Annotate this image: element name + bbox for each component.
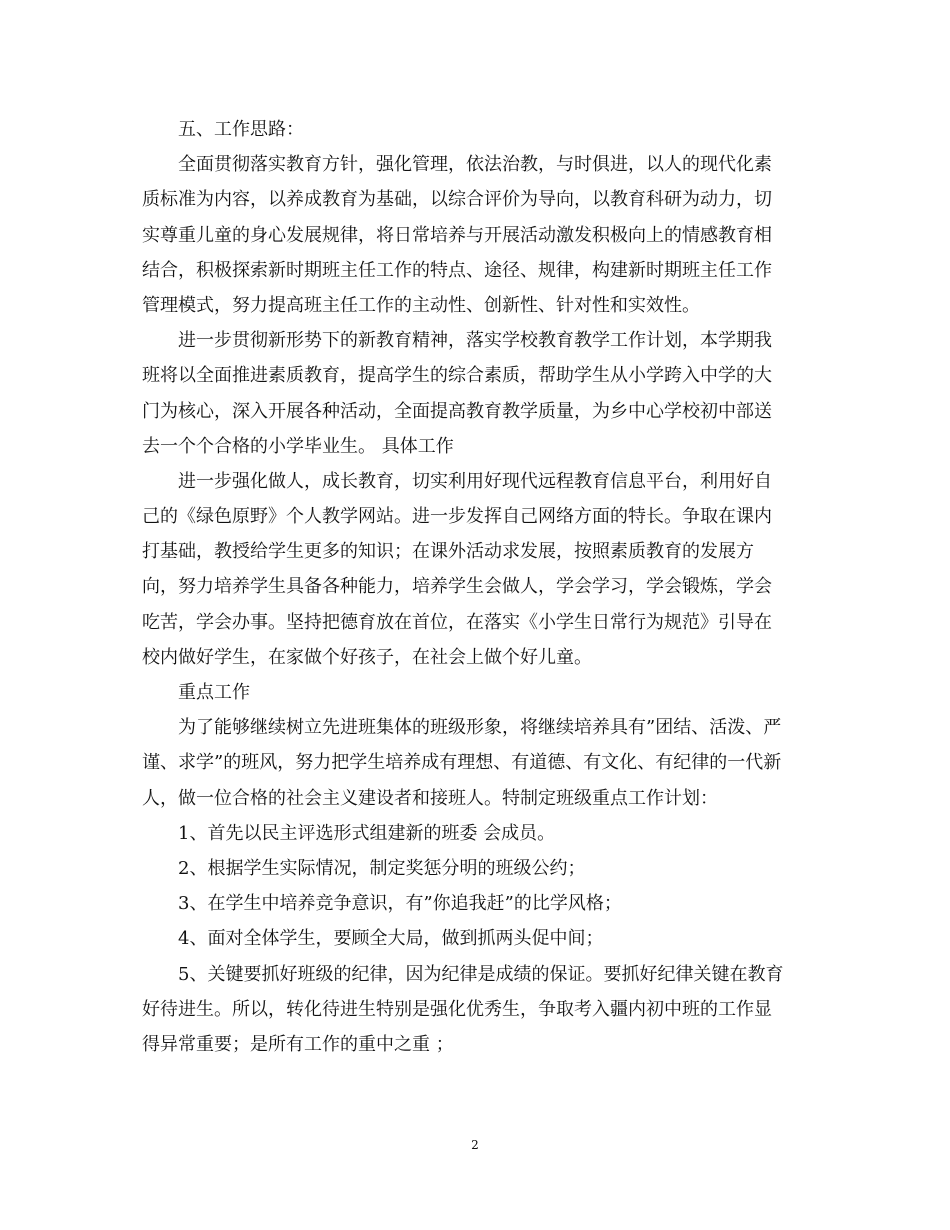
text-line: 谨、求学”的班风，努力把学生培养成有理想、有道德、有文化、有纪律的一代新: [142, 752, 782, 774]
text-line: 好待进生。所以，转化待进生特别是强化优秀生，争取考入疆内初中班的工作显: [142, 998, 772, 1020]
list-item: 3、在学生中培养竞争意识，有”你追我赶”的比学风格；: [142, 893, 622, 915]
text-line: 进一步贯彻新形势下的新教育精神，落实学校教育教学工作计划，本学期我: [142, 330, 772, 352]
page-number: 2: [471, 1138, 479, 1152]
text-line: 人，做一位合格的社会主义建设者和接班人。特制定班级重点工作计划：: [142, 787, 718, 809]
text-line: 吃苦，学会办事。坚持把德育放在首位，在落实《小学生日常行为规范》引导在: [142, 611, 772, 633]
text-line: 己的《绿色原野》个人教学网站。进一步发挥自己网络方面的特长。争取在课内: [142, 506, 772, 528]
text-line: 校内做好学生，在家做个好孩子，在社会上做个好儿童。: [142, 646, 592, 668]
text-line: 打基础，教授给学生更多的知识；在课外活动求发展，按照素质教育的发展方: [142, 541, 754, 563]
section-heading-key-work: 重点工作: [142, 682, 250, 703]
list-item: 4、面对全体学生，要顾全大局，做到抓两头促中间；: [142, 928, 604, 950]
document-body: [142, 112, 812, 1062]
text-line: 进一步强化做人，成长教育，切实利用好现代远程教育信息平台，利用好自: [142, 470, 772, 492]
text-line: 实尊重儿童的身心发展规律，将日常培养与开展活动激发积极向上的情感教育相: [142, 224, 772, 246]
section-heading-work-approach: 五、工作思路：: [142, 119, 304, 140]
text-block: [142, 112, 812, 1062]
list-item: 1、首先以民主评选形式组建新的班委 会成员。: [142, 822, 556, 844]
list-item: 5、关键要抓好班级的纪律，因为纪律是成绩的保证。要抓好纪律关键在教育: [142, 963, 784, 985]
text-line: 班将以全面推进素质教育，提高学生的综合素质，帮助学生从小学跨入中学的大: [142, 365, 772, 387]
text-line: 门为核心，深入开展各种活动，全面提高教育教学质量，为乡中心学校初中部送: [142, 400, 772, 422]
text-line: 管理模式，努力提高班主任工作的主动性、创新性、针对性和实效性。: [142, 294, 700, 316]
text-line: 得异常重要；是所有工作的重中之重 ；: [142, 1033, 454, 1055]
text-line: 全面贯彻落实教育方针，强化管理，依法治教，与时俱进，以人的现代化素: [142, 154, 772, 176]
text-line: 去一个个合格的小学毕业生。 具体工作: [142, 435, 454, 457]
list-item: 2、根据学生实际情况，制定奖惩分明的班级公约；: [142, 857, 586, 879]
text-line: 为了能够继续树立先进班集体的班级形象，将继续培养具有”团结、活泼、严: [142, 717, 782, 739]
text-line: 结合，积极探索新时期班主任工作的特点、途径、规律，构建新时期班主任工作: [142, 259, 772, 281]
text-line: 向，努力培养学生具备各种能力，培养学生会做人，学会学习，学会锻炼，学会: [142, 576, 772, 598]
text-line: 质标准为内容，以养成教育为基础，以综合评价为导向，以教育科研为动力，切: [142, 189, 772, 211]
